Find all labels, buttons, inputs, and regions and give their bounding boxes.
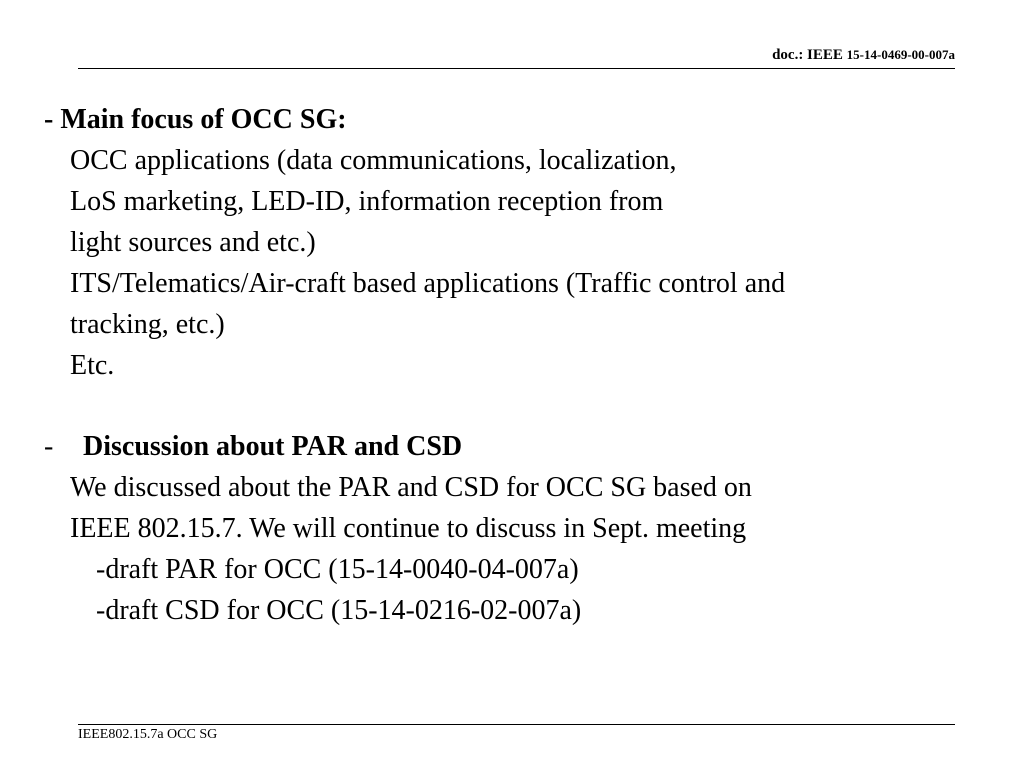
section-bullet: - xyxy=(44,431,54,462)
document-id-label: doc.: IEEE xyxy=(772,47,847,63)
body-line: OCC applications (data communications, localization, xyxy=(70,145,677,176)
section-heading-par-csd: Discussion about PAR and CSD xyxy=(83,431,463,462)
document-id xyxy=(772,47,955,64)
body-line: tracking, etc.) xyxy=(70,309,225,340)
footer-text: IEEE802.15.7a OCC SG xyxy=(78,727,218,742)
body-line: light sources and etc.) xyxy=(70,227,316,258)
body-line: ITS/Telematics/Air-craft based applications (Traffic control and xyxy=(70,268,786,299)
sub-item-draft-par: -draft PAR for OCC (15-14-0040-04-007a) xyxy=(96,554,579,585)
document-id-number: 15-14-0469-00-007a xyxy=(846,47,955,62)
sub-item-draft-csd: -draft CSD for OCC (15-14-0216-02-007a) xyxy=(96,595,582,626)
body-line: IEEE 802.15.7. We will continue to discuss in Sept. meeting xyxy=(70,513,747,544)
footer-divider xyxy=(78,724,955,725)
section-heading-main-focus: - Main focus of OCC SG: xyxy=(44,104,347,135)
body-line: Etc. xyxy=(70,350,115,381)
body-line: LoS marketing, LED-ID, information reception from xyxy=(70,186,664,217)
header-divider xyxy=(78,68,955,69)
body-line: We discussed about the PAR and CSD for OCC SG based on xyxy=(70,472,752,503)
